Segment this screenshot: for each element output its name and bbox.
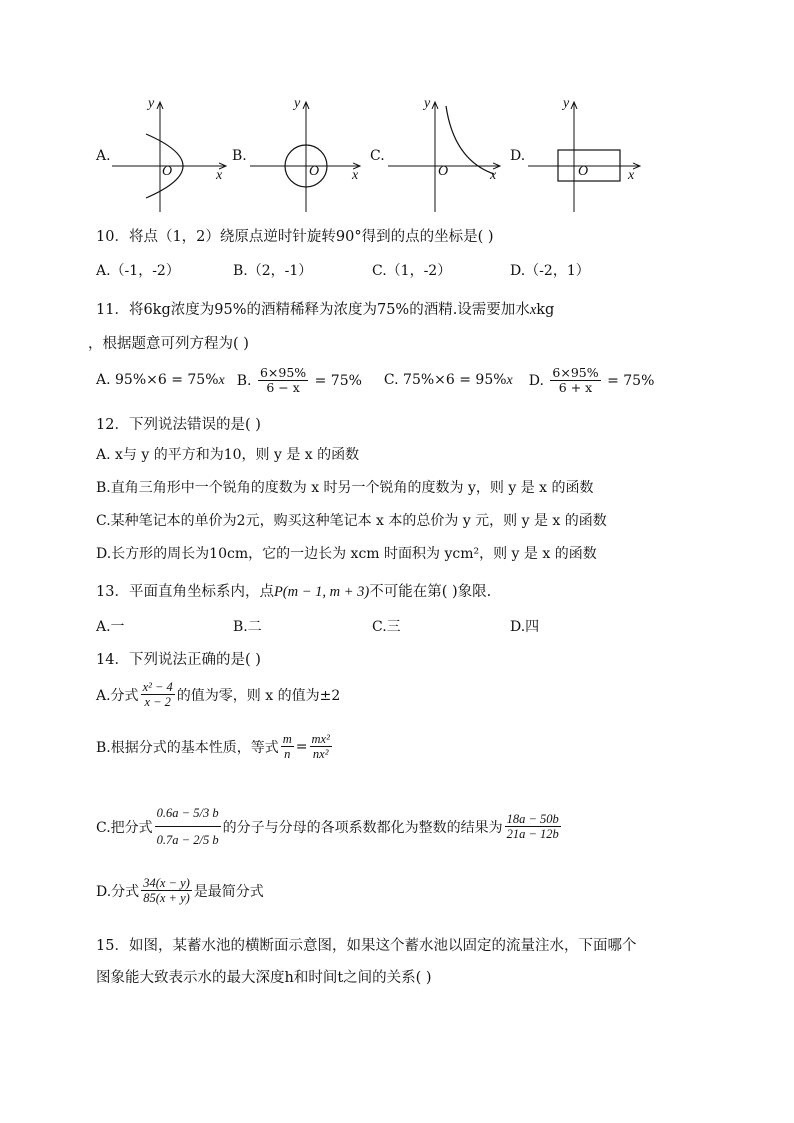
- q14-option-d: D.分式 $\frac{34(x - y)}{85(x + y)}$ 是最简分式: [96, 876, 264, 906]
- graph-c-y-label: y: [424, 96, 431, 111]
- q11-option-c: C. 75%×6 = 95%x: [383, 372, 513, 389]
- q11-stem-line2: ，根据题意可列方程为( ): [88, 336, 249, 352]
- graph-b-y-label: y: [294, 96, 301, 111]
- q12-option-c: C.某种笔记本的单价为2元，购买这种笔记本 x 本的总价为 y 元，则 y 是 x 的函数: [96, 513, 607, 529]
- graph-b-x-label: x: [352, 168, 359, 183]
- q12-option-d: D.长方形的周长为10cm，它的一边长为 xcm 时面积为 ycm²，则 y 是 x 的函数: [96, 546, 597, 562]
- graph-c-x-label: x: [490, 168, 497, 183]
- graph-option-c-label: C.: [370, 148, 385, 164]
- graph-option-d-label: D.: [510, 148, 526, 164]
- q14-option-c: C.把分式 $\frac{0.6a - 5/3 b}{0.7a - 2/5 b}$ 的分子与分母的各项系数都化为整数的结果为 $\frac{18a - 50b}{21a - 12b}$: [96, 800, 563, 854]
- graph-d-origin-label: O: [578, 164, 589, 179]
- hyperbola-curve: [446, 106, 494, 174]
- graph-a-y-label: y: [148, 96, 155, 111]
- q11-options: [96, 366, 654, 396]
- q11-stem-text: 11．将6kg浓度为95%的酒精稀释为浓度为75%的酒精.设需要加水: [96, 302, 530, 318]
- q10-stem: 10．将点（1，2）绕原点逆时针旋转90°得到的点的坐标是( ): [96, 229, 494, 245]
- q15-line2: 图象能大致表示水的最大深度h和时间t之间的关系( ): [96, 970, 432, 986]
- graph-d-y-label: y: [563, 96, 570, 111]
- q12-option-b: B.直角三角形中一个锐角的度数为 x 时另一个锐角的度数为 y，则 y 是 x 的函数: [96, 480, 594, 496]
- q11-option-d: D. $\frac{6\times 95\%}{6 + x}$ = 75%: [528, 365, 655, 396]
- q10-option-a: A.（-1，-2）: [96, 263, 180, 279]
- q10-option-c: C.（1，-2）: [372, 263, 452, 279]
- graph-b: [250, 102, 360, 212]
- q10-option-b: B.（2，-1）: [233, 263, 313, 279]
- q14-option-b: B.根据分式的基本性质，等式 $\frac{m}{n}$ = $\frac{\text{mx²}}{\text{nx²}}$: [96, 732, 330, 762]
- q13-option-c: C.三: [372, 619, 401, 635]
- graph-a-origin-label: O: [162, 164, 173, 179]
- graph-b-origin-label: O: [309, 164, 320, 179]
- q11-var: x: [529, 302, 537, 318]
- q11-unit: kg: [536, 302, 555, 318]
- q12-stem: 12．下列说法错误的是( ): [96, 417, 261, 433]
- q13-stem: 13．平面直角坐标系内，点P(m − 1, m + 3)不可能在第( )象限.: [96, 584, 492, 600]
- graph-a: [112, 102, 226, 212]
- graph-c: [388, 102, 500, 212]
- graph-c-origin-label: O: [438, 164, 449, 179]
- graph-option-a-label: A.: [96, 148, 111, 164]
- graph-option-b-label: B.: [232, 148, 247, 164]
- q14-option-a: A.分式 $\frac{\text{x² − 4}}{x - 2}$ 的值为零，则 x 的值为±2: [96, 680, 341, 710]
- q13-option-a: A.一: [96, 619, 125, 635]
- graph-d: [528, 102, 640, 212]
- q13-point: P(m − 1, m + 3): [273, 584, 370, 600]
- graph-a-x-label: x: [216, 168, 223, 183]
- q11-option-a: A. 95%×6 = 75%x: [96, 372, 225, 389]
- q13-option-d: D.四: [510, 619, 540, 635]
- q14-stem: 14．下列说法正确的是( ): [96, 652, 261, 668]
- q13-option-b: B.二: [233, 619, 262, 635]
- q15-line1: 15．如图，某蓄水池的横断面示意图，如果这个蓄水池以固定的流量注水，下面哪个: [96, 938, 637, 954]
- q11-stem-line1: [96, 298, 554, 319]
- graph-d-x-label: x: [628, 168, 635, 183]
- graph-options-svg: [0, 90, 794, 220]
- q10-option-d: D.（-2，1）: [510, 263, 590, 279]
- q12-option-a: A. x与 y 的平方和为10，则 y 是 x 的函数: [96, 447, 360, 463]
- q11-option-b: B. $\frac{6\times 95\%}{6 - x}$ = 75%: [236, 365, 362, 396]
